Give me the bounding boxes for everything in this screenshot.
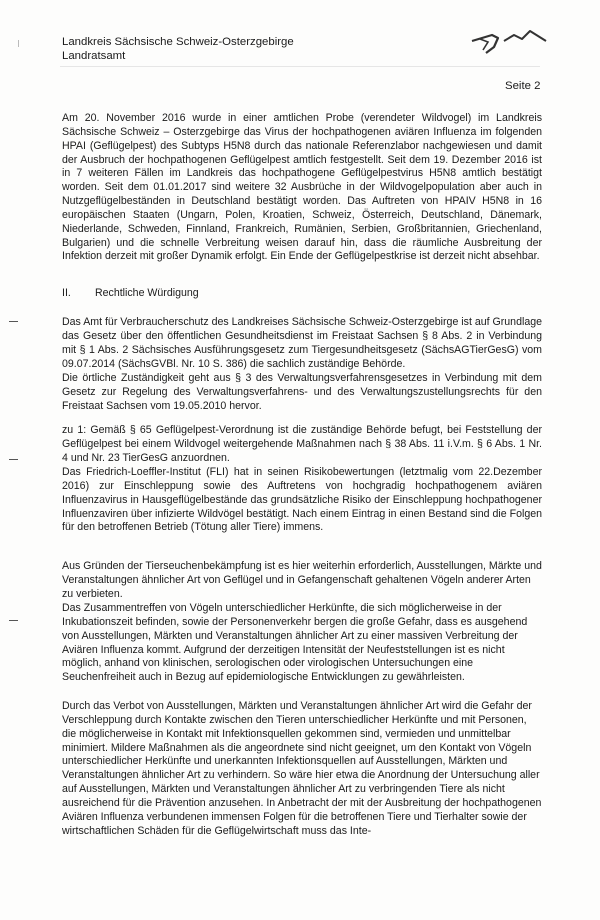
paragraph-spread-risk: Das Zusammentreffen von Vögeln unterschiedlicher Herkünfte, die sich möglicherweise in der Inkubationszeit befinden, sowie der Personenverkehr bergen die große Gefahr, dass es ausgehend von Ausstellungen, Märkten und Veranstaltungen ähnlicher Art zu einer massiven Verbreitung der Aviären Influenza kommt. Aufgrund der derzeitigen Intensität der Neufeststellungen ist es nicht möglich, anhand von klinischen, serologischen oder virologischen Untersuchungen eine Seuchenfreiheit auch in Bezug auf epidemiologische Entwicklungen zu gewährleisten.: [62, 602, 528, 684]
page-number: Seite 2: [505, 80, 541, 92]
paragraph-risk-assessment: Das Friedrich-Loeffler-Institut (FLI) hat in seinen Risikobewertungen (letztmalig vom 22.Dezember 2016) zur Einschleppung sowie des Auftretens von hochgradig hochpathogenem aviären Influenzavirus in Hausgeflügelbestände das grundsätzliche Risiko der Einschleppung hochpathogener Influenzaviren über infizierte Wildvögel bestätigt. Nach einem Eintrag in einen Bestand sind die Folgen für den betroffenen Betrieb (Tötung aller Tiere) immens.: [62, 466, 542, 534]
office-name: Landratsamt: [62, 50, 126, 62]
header-rule: [60, 66, 540, 67]
paragraph-legal-basis: zu 1: Gemäß § 65 Geflügelpest-Verordnung ist die zuständige Behörde befugt, bei Feststellung der Geflügelpest bei einem Wildvogel weitergehende Maßnahmen nach § 38 Abs. 11 i.V.m. § 6 Abs. 1 Nr. 4 und Nr. 23 TierGesG anzuordnen.: [62, 424, 542, 464]
organization-name: Landkreis Sächsische Schweiz-Osterzgebirge: [62, 36, 294, 48]
margin-dash: [9, 459, 18, 460]
section-number: II.: [62, 287, 71, 299]
paragraph-ban-reason: Aus Gründen der Tierseuchenbekämpfung ist es hier weiterhin erforderlich, Ausstellungen, Märkte und Veranstaltungen ähnlicher Art von Geflügel und in Gefangenschaft gehaltenen Vögeln anderer Arten zu verbieten.: [62, 560, 542, 600]
paragraph-situation: Am 20. November 2016 wurde in einer amtlichen Probe (verendeter Wildvogel) im Landkreis Sächsische Schweiz – Osterzgebirge das Virus der hochpathogenen aviären Influenza im folgenden HPAI (Geflügelpest) des Subtyps H5N8 durch das nationale Referenzlabor nachgewiesen und damit der Ausbruch der hochpathogenen Geflügelpest amtlich festgestellt. Seit dem 19. Dezember 2016 ist in 7 weiteren Fällen im Landkreis das hochpathogene Geflügelpestvirus H5N8 amtlich bestätigt worden. Seit dem 01.01.2017 sind weitere 32 Ausbrüche in der Wildvogelpopulation aber auch in Nutzgeflügelbeständen in Deutschland bestätigt worden. Das Auftreten von HPAIV H5N8 in 16 europäischen Staaten (Ungarn, Polen, Kroatien, Schweiz, Österreich, Deutschland, Dänemark, Niederlande, Schweden, Finnland, Frankreich, Rumänien, Serbien, Großbritannien, Griechenland, Bulgarien) und die schnelle Verbreitung weisen darauf hin, dass die räumliche Ausbreitung der Infektion derzeit mit großer Dynamik erfolgt. Ein Ende der Geflügelpestkrise ist derzeit nicht absehbar.: [62, 112, 542, 263]
letterhead: [62, 35, 294, 63]
paragraph-competence: Das Amt für Verbraucherschutz des Landkreises Sächsische Schweiz-Osterzgebirge ist auf Grundlage das Gesetz über den öffentlichen Gesundheitsdienst im Freistaat Sachsen § 8 Abs. 2 in Verbindung mit § 1 Abs. 2 Sächsisches Ausführungsgesetz zum Tiergesundheitsgesetz (SächsAGTierGesG) vom 09.07.2014 (SächsGVBl. Nr. 10 S. 386) die sachlich zuständige Behörde.: [62, 316, 542, 370]
paragraph-proportionality: Durch das Verbot von Ausstellungen, Märkten und Veranstaltungen ähnlicher Art wird die Gefahr der Verschleppung durch Kontakte zwischen den Tieren unterschiedlicher Herkünfte und mit Personen, die möglicherweise in Kontakt mit Infektionsquellen gekommen sind, vermieden und unmittelbar minimiert. Mildere Maßnahmen als die angeordnete sind nicht geeignet, um den Kontakt von Vögeln unterschiedlicher Herkünfte und unerkannten Infektionsquellen auf Ausstellungen, Märkten und Veranstaltungen ähnlicher Art zu verhindern. So wäre hier etwa die Anordnung der Untersuchung aller auf Ausstellungen, Märkten und Veranstaltungen ähnlicher Art zu verbringenden Tiere als nicht ausreichend für die Prävention anzusehen. In Anbetracht der mit der Ausbreitung der hochpathogenen Aviären Influenza verbundenen immensen Folgen für die betroffenen Tiere und Tierhalter sowie der wirtschaftlichen Schäden für die Geflügelwirtschaft muss das Inte-: [62, 700, 542, 837]
punch-mark: [18, 40, 19, 47]
district-logo-icon: [470, 27, 548, 55]
margin-dash: [9, 321, 18, 322]
paragraph-local-competence: Die örtliche Zuständigkeit geht aus § 3 des Verwaltungsverfahrensgesetzes in Verbindung mit dem Gesetz zur Regelung des Verwaltungsverfahrens- und des Verwaltungszustellungsrechts für den Freistaat Sachsen vom 19.05.2010 hervor.: [62, 372, 542, 412]
section-title: Rechtliche Würdigung: [95, 287, 199, 299]
margin-dash: [9, 620, 18, 621]
